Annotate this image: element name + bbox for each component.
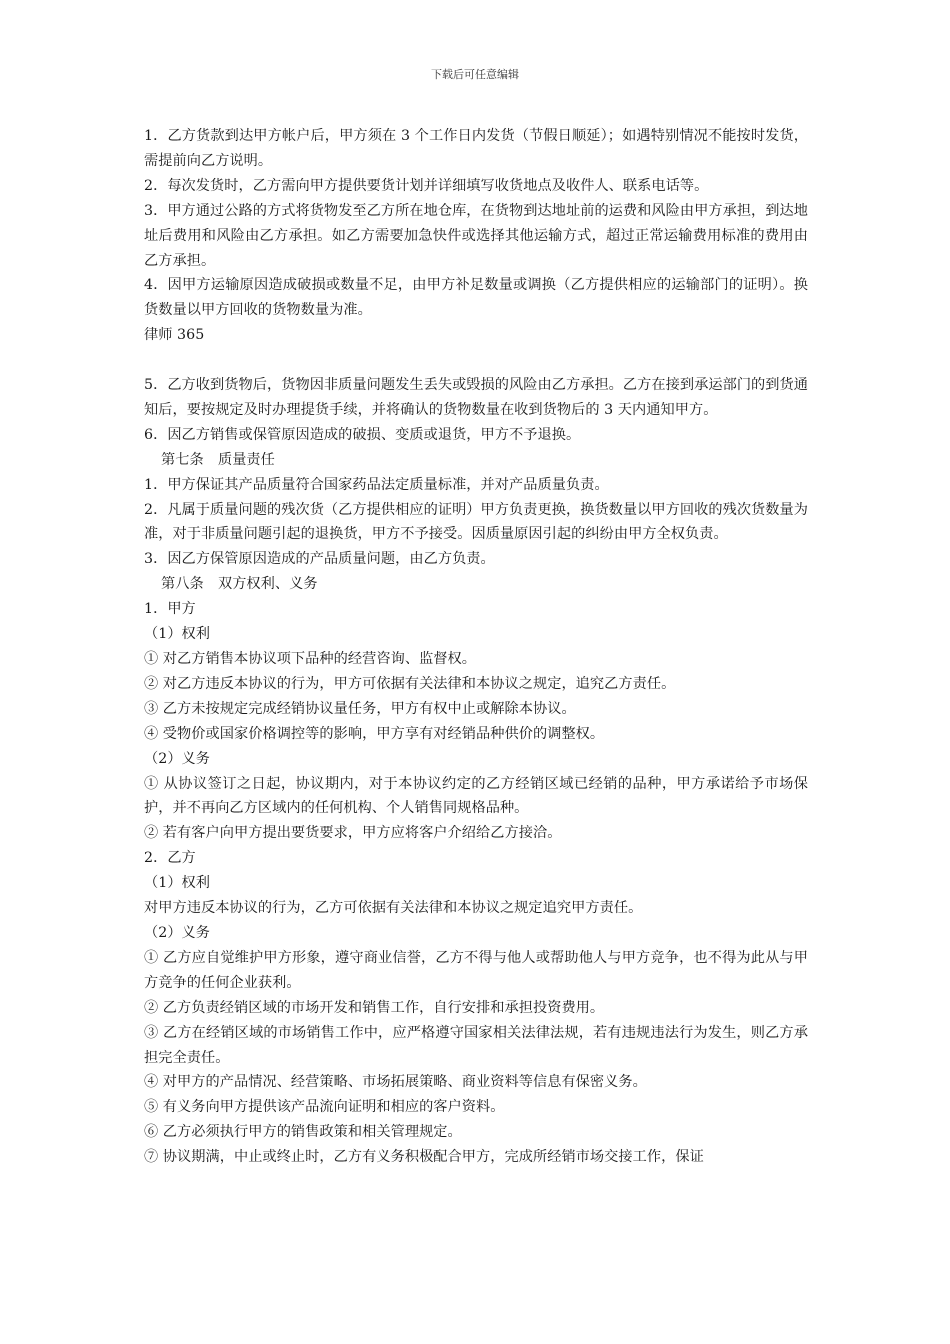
subsection-heading: （1）权利 — [144, 875, 211, 892]
clause-paragraph: 3．甲方通过公路的方式将货物发至乙方所在地仓库，在货物到达地址前的运费和风险由甲方承担，到达地址后费用和风险由乙方承担。如乙方需要加急快件或选择其他运输方式，超过正常运输费用标准的费用由乙方承担。 — [144, 202, 809, 269]
subsection-heading: （2）义务 — [144, 750, 211, 767]
section-heading: 2．乙方 — [144, 850, 196, 867]
list-item: ④ 对甲方的产品情况、经营策略、市场拓展策略、商业资料等信息有保密义务。 — [144, 1074, 647, 1091]
article-heading: 第七条 质量责任 — [161, 451, 275, 468]
list-item: ② 对乙方违反本协议的行为，甲方可依据有关法律和本协议之规定，追究乙方责任。 — [144, 675, 676, 692]
list-item: ② 若有客户向甲方提出要货要求，甲方应将客户介绍给乙方接洽。 — [144, 825, 562, 842]
clause-paragraph: 3．因乙方保管原因造成的产品质量问题，由乙方负责。 — [144, 551, 495, 568]
list-item: ③ 乙方在经销区域的市场销售工作中，应严格遵守国家相关法律法规，若有违规违法行为发生，则乙方承担完全责任。 — [144, 1024, 808, 1066]
clause-paragraph: 6．因乙方销售或保管原因造成的破损、变质或退货，甲方不予退换。 — [144, 426, 581, 443]
list-item: ⑦ 协议期满，中止或终止时，乙方有义务积极配合甲方，完成所经销市场交接工作，保证 — [144, 1149, 704, 1166]
watermark-text: 律师 365 — [144, 327, 205, 344]
document-body — [144, 124, 808, 1170]
blank-line — [144, 348, 808, 373]
list-item: ① 对乙方销售本协议项下品种的经营咨询、监督权。 — [144, 651, 477, 668]
clause-paragraph: 5．乙方收到货物后，货物因非质量问题发生丢失或毁损的风险由乙方承担。乙方在接到承运部门的到货通知后，要按规定及时办理提货手续，并将确认的货物数量在收到货物后的 3 天内通知甲方。 — [144, 377, 809, 418]
subsection-heading: （2）义务 — [144, 924, 211, 941]
article-heading: 第八条 双方权利、义务 — [161, 576, 318, 593]
list-item: ⑤ 有义务向甲方提供该产品流向证明和相应的客户资料。 — [144, 1099, 505, 1116]
clause-paragraph: 1．甲方保证其产品质量符合国家药品法定质量标准，并对产品质量负责。 — [144, 476, 609, 493]
section-heading: 1．甲方 — [144, 601, 196, 618]
page-header: 下载后可任意编辑 — [431, 68, 519, 81]
list-item: ① 从协议签订之日起，协议期内，对于本协议约定的乙方经销区域已经销的品种，甲方承诺给予市场保护，并不再向乙方区域内的任何机构、个人销售同规格品种。 — [144, 775, 808, 817]
subsection-heading: （1）权利 — [144, 626, 211, 643]
list-item: ② 乙方负责经销区域的市场开发和销售工作，自行安排和承担投资费用。 — [144, 999, 605, 1016]
list-item: ④ 受物价或国家价格调控等的影响，甲方享有对经销品种供价的调整权。 — [144, 725, 605, 742]
clause-paragraph: 2．凡属于质量问题的残次货（乙方提供相应的证明）甲方负责更换，换货数量以甲方回收的残次货数量为准，对于非质量问题引起的退换货，甲方不予接受。因质量原因引起的纠纷由甲方全权负责。 — [144, 501, 809, 543]
clause-paragraph: 1．乙方货款到达甲方帐户后，甲方须在 3 个工作日内发货（节假日顺延）；如遇特别情况不能按时发货，需提前向乙方说明。 — [144, 128, 808, 169]
clause-paragraph: 4．因甲方运输原因造成破损或数量不足，由甲方补足数量或调换（乙方提供相应的运输部门的证明）。换货数量以甲方回收的货物数量为准。 — [144, 277, 808, 319]
list-item: ③ 乙方未按规定完成经销协议量任务，甲方有权中止或解除本协议。 — [144, 700, 576, 717]
list-item: ⑥ 乙方必须执行甲方的销售政策和相关管理规定。 — [144, 1124, 462, 1141]
clause-paragraph: 2．每次发货时，乙方需向甲方提供要货计划并详细填写收货地点及收件人、联系电话等。 — [144, 177, 709, 194]
clause-paragraph: 对甲方违反本协议的行为，乙方可依据有关法律和本协议之规定追究甲方责任。 — [144, 900, 643, 917]
list-item: ① 乙方应自觉维护甲方形象，遵守商业信誉，乙方不得与他人或帮助他人与甲方竞争，也不得为此从与甲方竞争的任何企业获利。 — [144, 949, 808, 991]
